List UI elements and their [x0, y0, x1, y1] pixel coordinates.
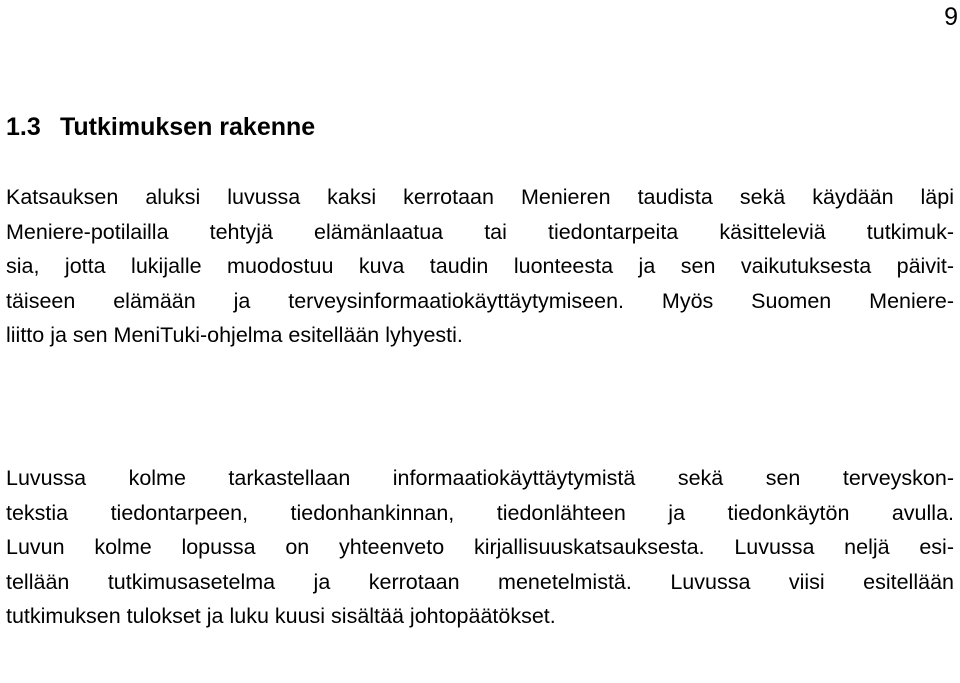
paragraph-line: tellään tutkimusasetelma ja kerrotaan menetelmistä. Luvussa viisi esitellään	[6, 569, 954, 594]
section-heading	[6, 110, 315, 144]
paragraph-line: tutkimuksen tulokset ja luku kuusi sisältää johtopäätökset.	[6, 604, 556, 628]
paragraph-line: Luvun kolme lopussa on yhteenveto kirjallisuuskatsauksesta. Luvussa neljä esi-	[6, 535, 954, 559]
paragraph-1	[6, 180, 954, 353]
paragraph-line: Katsauksen aluksi luvussa kaksi kerrotaan Menieren taudista sekä käydään läpi	[6, 185, 954, 209]
paragraph-2	[6, 461, 954, 634]
paragraph-line: tekstia tiedontarpeen, tiedonhankinnan, tiedonlähteen ja tiedonkäytön avulla.	[6, 500, 954, 525]
section-title: Tutkimuksen rakenne	[60, 113, 316, 141]
paragraph-line: liitto ja sen MeniTuki-ohjelma esitellään lyhyesti.	[6, 323, 463, 347]
paragraph-line: täiseen elämään ja terveysinformaatiokäyttäytymiseen. Myös Suomen Meniere-	[6, 288, 954, 313]
paragraph-line: sia, jotta lukijalle muodostuu kuva taudin luonteesta ja sen vaikutuksesta päivit-	[6, 254, 954, 278]
page-number: 9	[944, 3, 958, 31]
paragraph-line: Luvussa kolme tarkastellaan informaatiokäyttäytymistä sekä sen terveyskon-	[6, 466, 954, 490]
section-number: 1.3	[6, 113, 41, 141]
paragraph-line: Meniere-potilailla tehtyjä elämänlaatua tai tiedontarpeita käsitteleviä tutkimuk-	[6, 219, 954, 244]
